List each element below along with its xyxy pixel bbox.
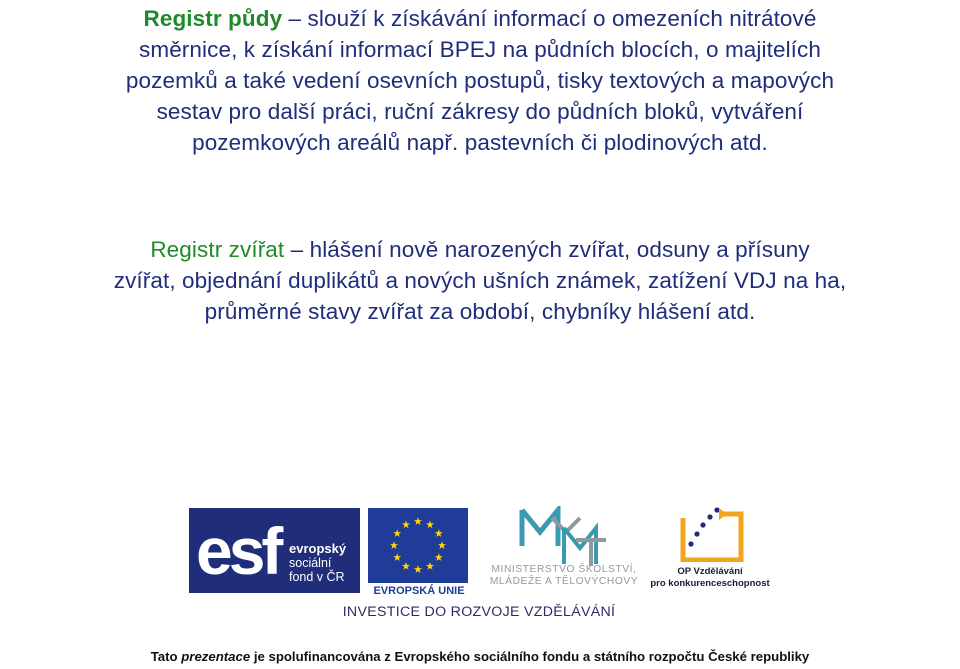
eu-star-icon	[393, 553, 401, 561]
paragraph-text: zvířat, objednání duplikátů a nových ušních známek, zatížení VDJ na ha,	[113, 268, 847, 293]
eu-star-icon	[402, 521, 410, 529]
paragraph-soil-registry	[0, 3, 960, 158]
op-logo-icon	[679, 504, 745, 562]
eu-star-icon	[435, 553, 443, 561]
paragraph-text: směrnice, k získání informací BPEJ na půdních blocích, o majitelích	[139, 37, 821, 62]
footer-italic: prezentace	[181, 649, 251, 664]
eu-star-icon	[438, 541, 446, 549]
eu-star-icon	[414, 565, 422, 573]
paragraph-text: pozemkových areálů např. pastevních či plodinových atd.	[192, 130, 768, 155]
eu-star-icon	[426, 562, 434, 570]
paragraph-animal-registry	[0, 234, 960, 327]
footer-text: je spolufinancována z Evropského sociálního fondu a státního rozpočtu České republiky	[250, 649, 810, 664]
esf-caption-line: fond v ČR	[289, 570, 345, 584]
esf-caption	[289, 542, 361, 584]
paragraph-text: pozemků a také vedení osevních postupů, tisky textových a mapových	[125, 68, 835, 93]
animal-registry-heading: Registr zvířat	[150, 237, 285, 262]
eu-stars	[368, 508, 468, 583]
paragraph-line	[0, 234, 960, 265]
esf-caption-line: evropský	[289, 541, 347, 556]
eu-star-icon	[402, 562, 410, 570]
footer-text: Tato	[150, 649, 182, 664]
paragraph-text: – hlášení nově narozených zvířat, odsuny a přísuny	[284, 237, 810, 262]
msmt-logo-icon	[518, 506, 608, 568]
eu-star-icon	[393, 529, 401, 537]
eu-flag-icon	[368, 508, 468, 583]
op-caption-line: pro konkurenceschopnost	[650, 578, 770, 589]
eu-star-icon	[435, 529, 443, 537]
op-caption	[646, 566, 774, 590]
eu-star-icon	[426, 521, 434, 529]
eu-label: EVROPSKÁ UNIE	[373, 585, 465, 597]
msmt-caption-line: MINISTERSTVO ŠKOLSTVÍ,	[491, 564, 637, 575]
eu-star-icon	[414, 517, 422, 525]
footer-note	[0, 648, 960, 666]
op-caption-line: OP Vzdělávání	[677, 566, 743, 577]
esf-caption-line: sociální	[289, 556, 332, 570]
paragraph-text: – slouží k získávání informací o omezeních nitrátové	[282, 6, 817, 31]
msmt-caption-line: MLÁDEŽE A TĚLOVÝCHOVY	[489, 576, 639, 587]
paragraph-text: sestav pro další práci, ruční zákresy do půdních bloků, vytváření	[156, 99, 804, 124]
invest-tagline: INVESTICE DO ROZVOJE VZDĚLÁVÁNÍ	[342, 604, 616, 620]
paragraph-line	[0, 3, 960, 34]
logo-strip	[0, 500, 960, 630]
msmt-caption	[476, 564, 652, 588]
esf-letters: esf	[196, 514, 280, 588]
paragraph-text: průměrné stavy zvířat za období, chybníky hlášení atd.	[204, 299, 756, 324]
eu-star-icon	[390, 541, 398, 549]
soil-registry-heading: Registr půdy	[143, 6, 283, 31]
